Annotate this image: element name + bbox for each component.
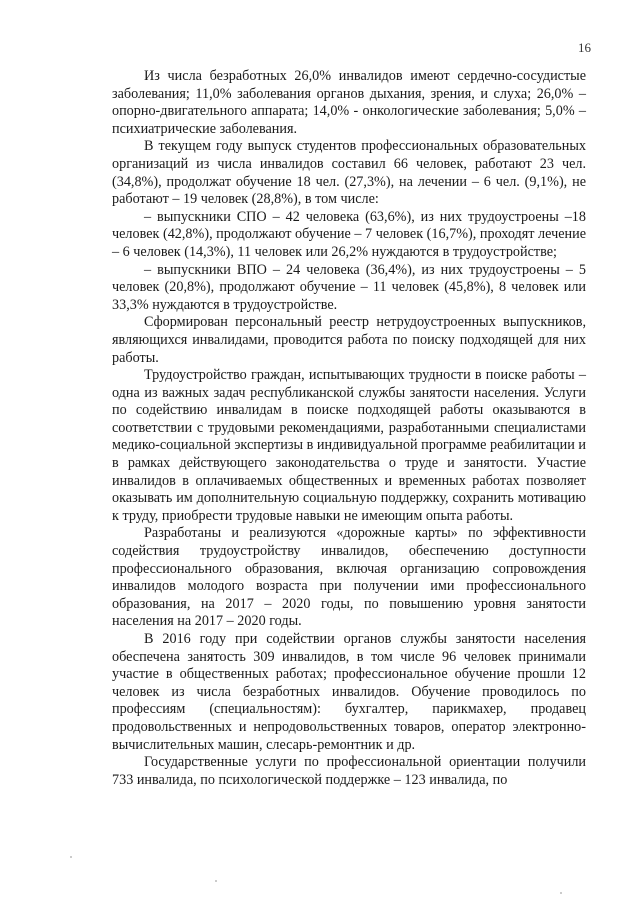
paragraph-career-guidance: Государственные услуги по профессиональной ориентации получили 733 инвалида, по психологической поддержке – 123 инвалида, по xyxy=(112,754,586,788)
scan-artifact xyxy=(215,880,217,882)
paragraph-disease-stats: Из числа безработных 26,0% инвалидов имеют сердечно-сосудистые заболевания; 11,0% заболевания органов дыхания, зрения, и слуха; 26,0% – опорно-двигательного аппарата; 14,0% - онкологические заболевания; 5,0% – психиатрические заболевания. xyxy=(112,68,586,137)
paragraph-employment-services: Трудоустройство граждан, испытывающих трудности в поиске работы – одна из важных задач республиканской службы занятости населения. Услуги по содействию инвалидам в поиске подходящей работы оказываются в соответствии с трудовыми рекомендациями, разработанными специалистами медико-социальной экспертизы в индивидуальной программе реабилитации и в рамках действующего законодательства о труде и занятости. Участие инвалидов в оплачиваемых общественных и временных работах позволяет оказывать им дополнительную социальную поддержку, сохранить мотивацию к труду, приобрести трудовые навыки не имеющим опыта работы. xyxy=(112,367,586,524)
list-item-spo-graduates: – выпускники СПО – 42 человека (63,6%), из них трудоустроены –18 человек (42,8%), продолжают обучение – 7 человек (16,7%), проходят лечение – 6 человек (14,3%), 11 человек или 26,2% нуждаются в трудоустройстве; xyxy=(112,208,586,260)
paragraph-road-maps: Разработаны и реализуются «дорожные карты» по эффективности содействия трудоустройству инвалидов, обеспечению доступности профессионального образования, включая организацию сопровождения инвалидов молодого возраста при получении ими профессионального образования, на 2017 – 2020 годы, по повышению уровня занятости населения на 2017 – 2020 годы. xyxy=(112,525,586,630)
page-number: 16 xyxy=(578,40,591,55)
paragraph-2016-employment: В 2016 году при содействии органов службы занятости населения обеспечена занятость 309 инвалидов, в том числе 96 человек принимали участие в общественных работах; профессиональное обучение прошли 12 человек из числа безработных инвалидов. Обучение проводилось по профессиям (специальностям): бухгалтер, парикмахер, продавец продовольственных и непродовольственных товаров, оператор электронно-вычислительных машин, слесарь-ремонтник и др. xyxy=(112,631,586,753)
scan-artifact xyxy=(560,892,562,894)
scan-artifact xyxy=(70,856,72,858)
document-body xyxy=(112,68,586,789)
list-item-vpo-graduates: – выпускники ВПО – 24 человека (36,4%), из них трудоустроены – 5 человек (20,8%), продолжают обучение – 11 человек (45,8%), 8 человек или 33,3% нуждаются в трудоустройстве. xyxy=(112,261,586,313)
paragraph-registry: Сформирован персональный реестр нетрудоустроенных выпускников, являющихся инвалидами, проводится работа по поиску подходящей для них работы. xyxy=(112,314,586,366)
paragraph-graduates-summary: В текущем году выпуск студентов профессиональных образовательных организаций из числа инвалидов составил 66 человек, работают 23 чел. (34,8%), продолжат обучение 18 чел. (27,3%), на лечении – 6 чел. (9,1%), не работают – 19 человек (28,8%), в том числе: xyxy=(112,138,586,208)
